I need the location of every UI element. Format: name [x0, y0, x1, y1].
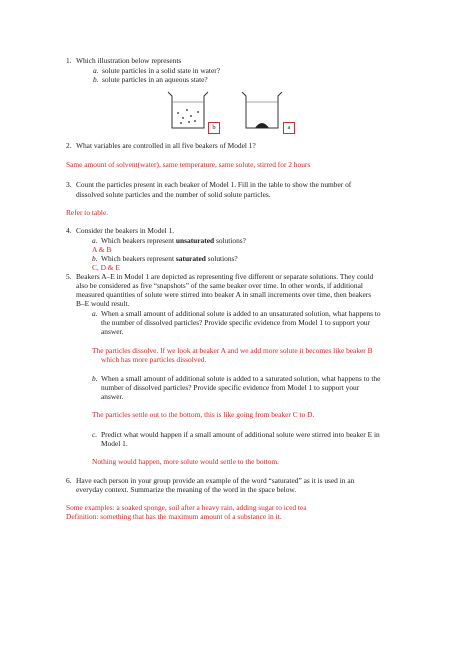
q2-number: 2. [66, 141, 72, 150]
q4-a-post: solutions? [214, 236, 246, 245]
beaker-solid-icon [242, 92, 282, 128]
q1-number: 1. [66, 56, 72, 65]
q6-answer-line1: Some examples: a soaked sponge, soil after a heavy rain, adding sugar to iced tea [66, 503, 307, 512]
q5-stem-line2: also be considered as five “snapshots” of the same beaker over time. In other words, if additional [76, 281, 363, 290]
q4-a-letter: a. [92, 236, 98, 245]
beaker-dissolved-icon [168, 92, 208, 128]
q5-a-letter: a. [92, 309, 98, 318]
q4-b-pre: Which beakers represent [101, 254, 176, 263]
q4-b-question [101, 254, 238, 263]
q6-stem-line2: everyday context. Summarize the meaning of the word in the space below. [76, 485, 297, 494]
q5-c-line1: Predict what would happen if a small amount of additional solute were stirred into beaker E in [101, 430, 380, 439]
q5-a-answer-line2: which has more particles dissolved. [101, 355, 207, 364]
q3-stem-line2: dissolved solute particles and the number of solid solute particles. [76, 190, 271, 199]
q4-a-bold: unsaturated [175, 236, 215, 245]
q4-b-post: solutions? [205, 254, 238, 263]
q4-b-letter: b. [92, 254, 98, 263]
q5-c-line2: Model 1. [101, 439, 128, 448]
q5-b-answer: The particles settle out to the bottom, this is like going from beaker C to D. [92, 410, 315, 419]
q4-a-answer: A & B [92, 245, 112, 254]
figure-label-a: a [283, 122, 295, 134]
figure-label-b: b [208, 122, 220, 134]
q1-b-text: solute particles in an aqueous state? [102, 75, 208, 84]
q5-stem-line1: Beakers A–E in Model 1 are depicted as representing five different or separate solutions. They could [76, 272, 374, 281]
q1-a-letter: a. [93, 66, 99, 75]
q3-stem-line1: Count the particles present in each beaker of Model 1. Fill in the table to show the number of [76, 180, 352, 189]
q4-b-answer: C, D & E [92, 263, 120, 272]
q5-b-line1: When a small amount of additional solute is added to a saturated solution, what happens to the [101, 374, 381, 383]
q6-number: 6. [66, 476, 72, 485]
q2-answer: Same amount of solvent(water), same temperature, same solute, stirred for 2 hours [66, 160, 311, 169]
q4-b-bold: saturated [175, 254, 206, 263]
q1-stem: Which illustration below represents [76, 56, 182, 65]
q5-b-letter: b. [92, 374, 98, 383]
q5-a-line1: When a small amount of additional solute is added to an unsaturated solution, what happens to [101, 309, 381, 318]
q5-c-answer: Nothing would happen, more solute would settle to the bottom. [92, 457, 279, 466]
q6-answer-line2: Definition: something that has the maximum amount of a substance in it. [66, 512, 282, 521]
q1-a-text: solute particles in a solid state in water? [102, 66, 221, 75]
q1-b-letter: b. [93, 75, 99, 84]
q4-a-question [101, 236, 246, 245]
q4-a-pre: Which beakers represent [101, 236, 176, 245]
q5-number: 5. [66, 272, 72, 281]
q5-a-answer-line1: The particles dissolve. If we look at beaker A and we add more solute it becomes like beaker B [92, 346, 373, 355]
beaker-figure [160, 88, 310, 134]
q3-number: 3. [66, 180, 72, 189]
q5-stem-line3: measured quantities of solute were stirred into beaker A in small increments over time, then beakers [76, 290, 372, 299]
q5-a-line3: answer. [101, 327, 124, 336]
q5-a-line2: the number of dissolved particles? Provide specific evidence from Model 1 to support your [101, 318, 371, 327]
q5-b-line2: number of dissolved particles? Provide specific evidence from Model 1 to support your [101, 383, 360, 392]
q6-stem-line1: Have each person in your group provide an example of the word “saturated” as it is used in an [76, 476, 355, 485]
q4-stem: Consider the beakers in Model 1. [76, 226, 175, 235]
q5-stem-line4: B–E would result. [76, 299, 130, 308]
q3-answer: Refer to table. [66, 208, 109, 217]
q5-b-line3: answer. [101, 392, 124, 401]
q2-stem: What variables are controlled in all five beakers of Model 1? [76, 141, 256, 150]
q5-c-letter: c. [92, 430, 98, 439]
q4-number: 4. [66, 226, 72, 235]
